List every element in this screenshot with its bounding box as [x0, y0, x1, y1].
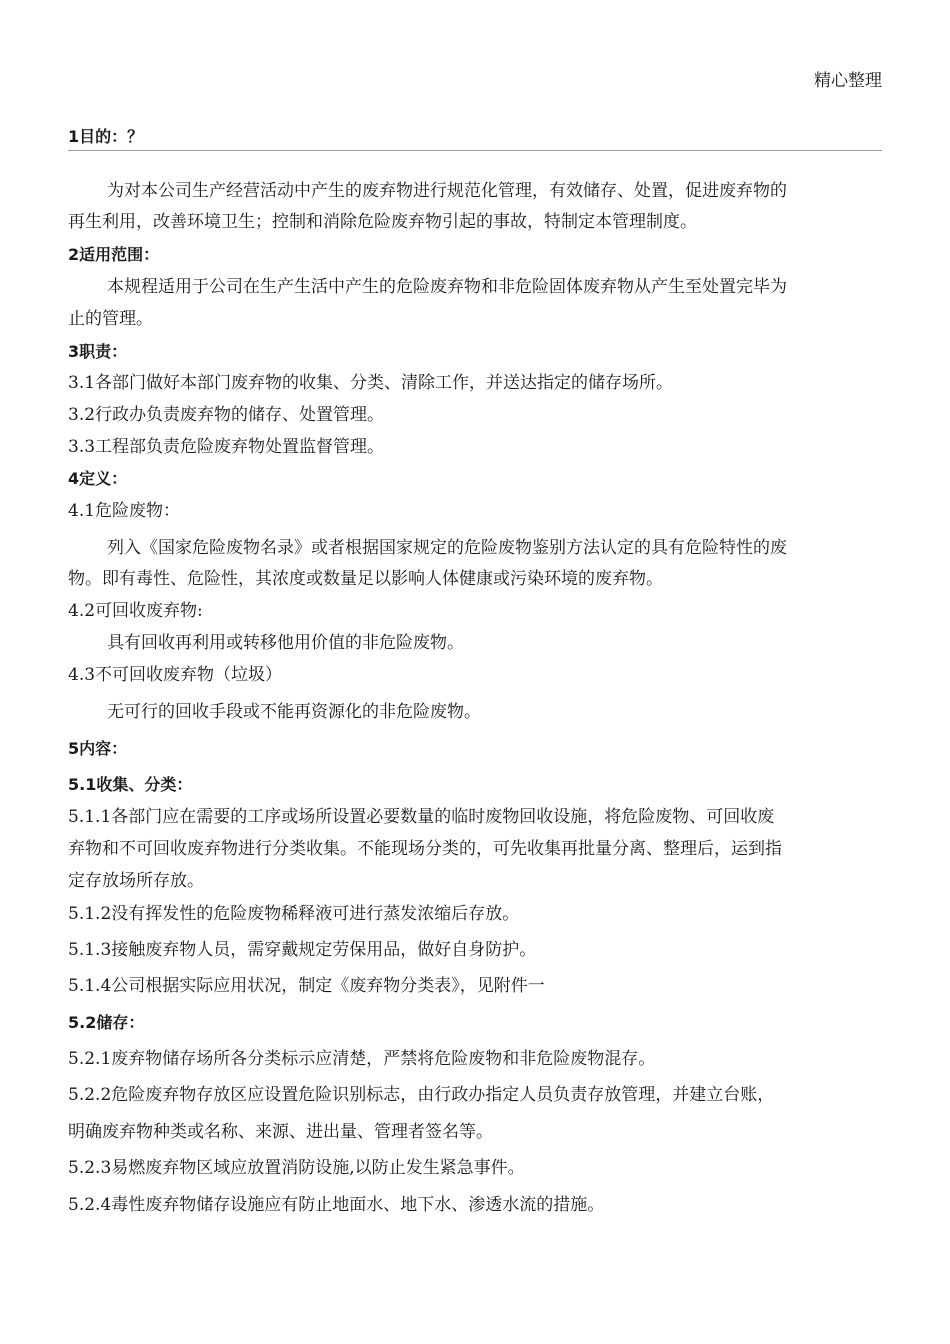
paragraph-line: 列入《国家危险废物名录》或者根据国家规定的危险废物鉴别方法认定的具有危险特性的废 — [107, 538, 787, 558]
section-2-heading: 2适用范围： — [68, 245, 160, 264]
paragraph-line: 本规程适用于公司在生产生活中产生的危险废弃物和非危险固体废弃物从产生至处置完毕为 — [107, 277, 787, 297]
paragraph-line: 明确废弃物种类或名称、来源、进出量、管理者签名等。 — [68, 1122, 493, 1142]
list-item: 5.1.3接触废弃物人员，需穿戴规定劳保用品，做好自身防护。 — [68, 940, 537, 960]
paragraph-line: 为对本公司生产经营活动中产生的废弃物进行规范化管理，有效储存、处置，促进废弃物的 — [107, 181, 787, 201]
paragraph-line: 5.1.1各部门应在需要的工序或场所设置必要数量的临时废物回收设施，将危险废物、可回收废 — [68, 807, 775, 827]
list-item: 5.2.3易燃废弃物区域应放置消防设施,以防止发生紧急事件。 — [68, 1158, 525, 1178]
subheading: 4.1危险废物： — [68, 501, 181, 521]
paragraph-line: 具有回收再利用或转移他用价值的非危险废物。 — [107, 633, 464, 653]
paragraph-line: 再生利用，改善环境卫生；控制和消除危险废弃物引起的事故，特制定本管理制度。 — [68, 212, 697, 232]
section-3-heading: 3职责： — [68, 342, 128, 361]
list-item: 5.2.4毒性废弃物储存设施应有防止地面水、地下水、渗透水流的措施。 — [68, 1195, 605, 1215]
subsection-heading: 5.1收集、分类： — [68, 775, 193, 794]
list-item: 3.1各部门做好本部门废弃物的收集、分类、清除工作，并送达指定的储存场所。 — [68, 373, 674, 393]
list-item: 5.1.4公司根据实际应用状况，制定《废弃物分类表》，见附件一 — [68, 976, 545, 996]
list-item: 5.2.1废弃物储存场所各分类标示应清楚，严禁将危险废物和非危险废物混存。 — [68, 1049, 656, 1069]
paragraph-line: 弃物和不可回收废弃物进行分类收集。不能现场分类的，可先收集再批量分离、整理后，运到指 — [68, 839, 782, 859]
list-item: 3.2行政办负责废弃物的储存、处置管理。 — [68, 405, 385, 425]
list-item: 5.1.2没有挥发性的危险废物稀释液可进行蒸发浓缩后存放。 — [68, 904, 520, 924]
section-5-heading: 5内容： — [68, 739, 128, 758]
header-rule — [68, 150, 882, 151]
page-header: 精心整理 — [814, 71, 882, 91]
subsection-heading: 5.2储存： — [68, 1013, 145, 1032]
section-1-heading: 1目的：？ — [68, 127, 144, 146]
list-item: 3.3工程部负责危险废弃物处置监督管理。 — [68, 437, 385, 457]
paragraph-line: 无可行的回收手段或不能再资源化的非危险废物。 — [107, 702, 481, 722]
paragraph-line: 5.2.2危险废弃物存放区应设置危险识别标志，由行政办指定人员负责存放管理，并建立台账， — [68, 1085, 775, 1105]
subheading: 4.3不可回收废弃物（垃圾） — [68, 665, 283, 685]
paragraph-line: 定存放场所存放。 — [68, 871, 204, 891]
paragraph-line: 止的管理。 — [68, 309, 153, 329]
subheading: 4.2可回收废弃物: — [68, 601, 203, 621]
paragraph-line: 物。即有毒性、危险性，其浓度或数量足以影响人体健康或污染环境的废弃物。 — [68, 569, 663, 589]
section-4-heading: 4定义： — [68, 469, 128, 488]
